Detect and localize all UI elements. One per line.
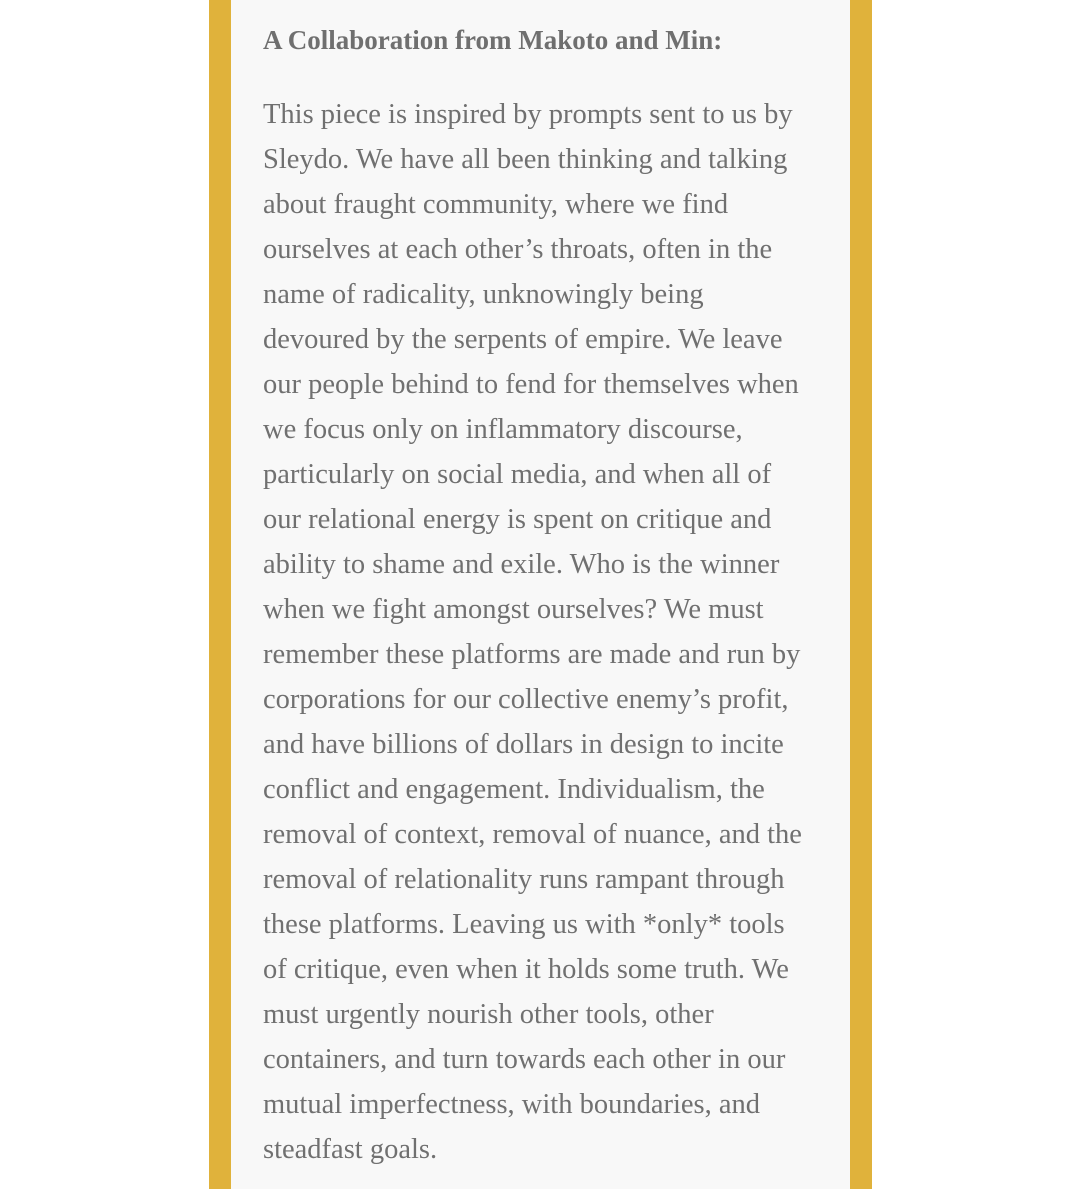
body-line: removal of relationality runs rampant through [263,864,785,895]
body-line: containers, and turn towards each other in our [263,1044,786,1075]
heading: A Collaboration from Makoto and Min: [263,25,723,55]
body-paragraph [263,92,833,1172]
body-line: these platforms. Leaving us with *only* tools [263,909,785,940]
body-line: about fraught community, where we find [263,189,729,220]
body-line: steadfast goals. [263,1134,438,1165]
body-line: This piece is inspired by prompts sent to us by [263,99,793,130]
body-line: removal of context, removal of nuance, and the [263,819,802,850]
body-line: must urgently nourish other tools, other [263,999,714,1030]
body-line: remember these platforms are made and run by [263,639,801,670]
body-line: and have billions of dollars in design to incite [263,729,784,760]
body-line: ability to shame and exile. Who is the winner [263,549,780,580]
body-line: conflict and engagement. Individualism, the [263,774,765,805]
body-line: our relational energy is spent on critique and [263,504,772,535]
body-line: ourselves at each other’s throats, often in the [263,234,773,265]
body-line: particularly on social media, and when all of [263,459,772,490]
body-line: when we fight amongst ourselves? We must [263,594,764,625]
body-line: corporations for our collective enemy’s profit, [263,684,789,715]
body-line: our people behind to fend for themselves when [263,369,799,400]
body-line: devoured by the serpents of empire. We leave [263,324,783,355]
body-line: name of radicality, unknowingly being [263,279,704,310]
body-line: Sleydo. We have all been thinking and talking [263,144,788,175]
body-line: we focus only on inflammatory discourse, [263,414,743,445]
body-line: mutual imperfectness, with boundaries, and [263,1089,761,1120]
body-line: of critique, even when it holds some truth. We [263,954,789,985]
